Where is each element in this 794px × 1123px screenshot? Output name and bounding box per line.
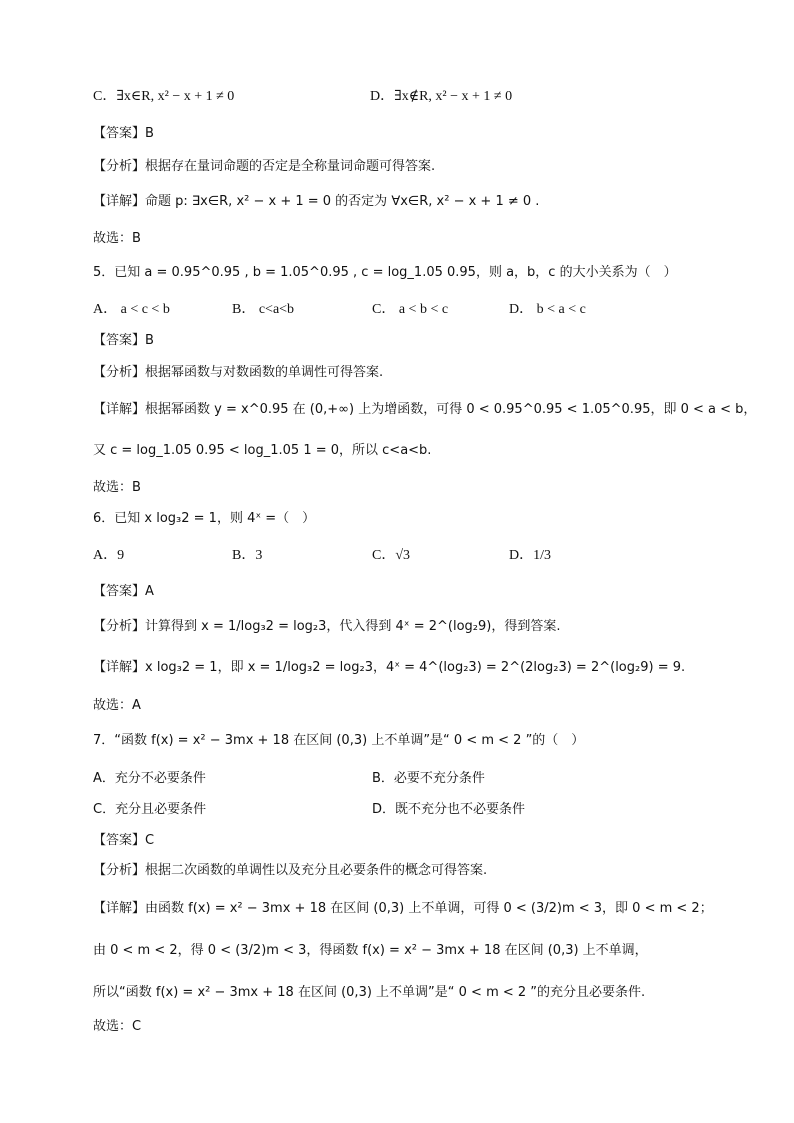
- q7-detail-3: 所以“函数 f(x) = x² − 3mx + 18 在区间 (0,3) 上不单调”是“ 0 < m < 2 ”的充分且必要条件.: [93, 985, 646, 1000]
- q4-choose: 故选：B: [93, 231, 141, 246]
- q5-option-b: B． c<a<b: [232, 302, 295, 317]
- answer-tag: 【答案】: [93, 333, 146, 348]
- q6-option-b: B．3: [232, 548, 263, 563]
- q5-detail-2: 又 c = log_1.05 0.95 < log_1.05 1 = 0，所以 c<a<b.: [93, 443, 432, 458]
- analysis-tag: 【分析】: [93, 863, 146, 878]
- analysis-text: 根据幂函数与对数函数的单调性可得答案.: [145, 365, 384, 380]
- answer-value: B: [145, 333, 154, 348]
- detail-tag: 【详解】: [93, 402, 146, 417]
- q7-detail-2: 由 0 < m < 2，得 0 < (3/2)m < 3，得函数 f(x) = x² − 3mx + 18 在区间 (0,3) 上不单调，: [93, 943, 648, 958]
- q7-option-b: B．必要不充分条件: [372, 771, 485, 786]
- analysis-tag: 【分析】: [93, 365, 146, 380]
- q5-option-c: C． a < b < c: [372, 302, 449, 317]
- q4-detail: [93, 195, 539, 209]
- analysis-text: 计算得到 x = 1/log₃2 = log₂3，代入得到 4ˣ = 2^(log₂9)，得到答案.: [145, 619, 561, 634]
- q4-answer: [93, 127, 154, 141]
- q5-answer: [93, 334, 154, 348]
- q6-choose: 故选：A: [93, 698, 141, 713]
- detail-text: 命题 p: ∃x∈R, x² − x + 1 = 0 的否定为 ∀x∈R, x² − x + 1 ≠ 0 .: [145, 194, 540, 209]
- detail-tag: 【详解】: [93, 194, 146, 209]
- answer-tag: 【答案】: [93, 126, 146, 141]
- q6-answer: [93, 585, 154, 599]
- q7-stem: 7．“函数 f(x) = x² − 3mx + 18 在区间 (0,3) 上不单调”是“ 0 < m < 2 ”的（ ）: [93, 733, 585, 748]
- detail-tag: 【详解】: [93, 901, 146, 916]
- answer-value: A: [145, 584, 154, 599]
- answer-value: C: [145, 833, 155, 848]
- detail-text: x log₃2 = 1，即 x = 1/log₃2 = log₂3，4ˣ = 4^(log₂3) = 2^(2log₂3) = 2^(log₂9) = 9.: [145, 660, 686, 675]
- q4-analysis: [93, 160, 435, 174]
- analysis-tag: 【分析】: [93, 159, 146, 174]
- q6-option-d: D．1/3: [509, 548, 551, 563]
- q7-detail-1: [93, 902, 713, 916]
- detail-tag: 【详解】: [93, 660, 146, 675]
- q5-option-a: A． a < c < b: [93, 302, 170, 317]
- q7-analysis: [93, 864, 487, 878]
- q5-option-d: D． b < a < c: [509, 302, 586, 317]
- q6-stem: 6．已知 x log₃2 = 1，则 4ˣ =（ ）: [93, 511, 316, 526]
- analysis-text: 根据二次函数的单调性以及充分且必要条件的概念可得答案.: [145, 863, 488, 878]
- analysis-tag: 【分析】: [93, 619, 146, 634]
- q7-option-d: D．既不充分也不必要条件: [372, 802, 526, 817]
- answer-tag: 【答案】: [93, 584, 146, 599]
- q5-stem: 5．已知 a = 0.95^0.95 , b = 1.05^0.95 , c = log_1.05 0.95，则 a，b，c 的大小关系为（ ）: [93, 265, 677, 280]
- q7-answer: [93, 834, 154, 848]
- q7-option-c: C．充分且必要条件: [93, 802, 207, 817]
- q5-analysis: [93, 366, 383, 380]
- q6-option-a: A．9: [93, 548, 125, 563]
- q4-option-d: D．∃x∉R, x² − x + 1 ≠ 0: [370, 89, 513, 104]
- q7-choose: 故选：C: [93, 1019, 142, 1034]
- q4-option-c: C．∃x∈R, x² − x + 1 ≠ 0: [93, 89, 235, 104]
- analysis-text: 根据存在量词命题的否定是全称量词命题可得答案.: [145, 159, 436, 174]
- detail-text: 根据幂函数 y = x^0.95 在 (0,+∞) 上为增函数，可得 0 < 0.95^0.95 < 1.05^0.95，即 0 < a < b，: [145, 402, 757, 417]
- answer-tag: 【答案】: [93, 833, 146, 848]
- q6-detail: [93, 661, 685, 675]
- answer-value: B: [145, 126, 154, 141]
- q6-option-c: C．√3: [372, 548, 411, 563]
- q7-option-a: A．充分不必要条件: [93, 771, 206, 786]
- detail-text: 由函数 f(x) = x² − 3mx + 18 在区间 (0,3) 上不单调，可得 0 < (3/2)m < 3，即 0 < m < 2；: [145, 901, 713, 916]
- q5-detail-1: [93, 403, 756, 417]
- q6-analysis: [93, 620, 560, 634]
- q5-choose: 故选：B: [93, 480, 141, 495]
